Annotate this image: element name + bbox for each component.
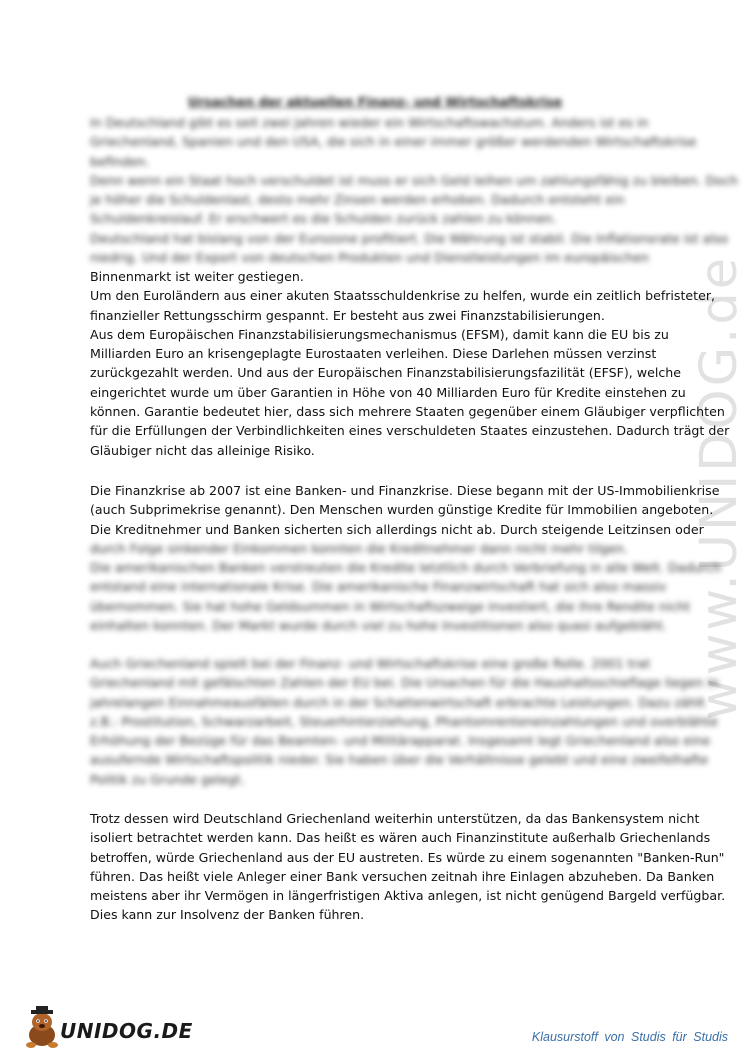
text-line: Deutschland hat bislang von der Eurozone profitiert. Die Währung ist stabil. Die Inflationsrate ist also (90, 230, 729, 246)
text-line: finanzieller Rettungsschirm gespannt. Er besteht aus zwei Finanzstabilisierungen. (90, 307, 605, 323)
text-line: Dies kann zur Insolvenz der Banken führen. (90, 907, 365, 923)
text-line: eingerichtet wurde um über Garantien in Höhe von 40 Milliarden Euro für Kredite einstehen zu (90, 384, 686, 400)
text-line: Trotz dessen wird Deutschland Griechenland weiterhin unterstützen, da das Bankensystem nicht (90, 811, 700, 826)
text-line: durch Folge sinkender Einkommen konnten die Kreditnehmer dann nicht mehr tilgen. (90, 540, 628, 556)
text-line: meistens aber ihr Vermögen in längerfristigen Aktiva anlegen, ist nicht genügend Bargeld verfügbar. (90, 888, 726, 904)
text-line: Auch Griechenland spielt bei der Finanz- und Wirtschaftskrise eine große Rolle. 2001 trat (90, 656, 651, 671)
text-line: Milliarden Euro an krisengeplagte Eurostaaten verleihen. Diese Darlehen müssen verzinst (90, 346, 657, 362)
text-line: ausufernde Wirtschaftspolitik nieder. Sie haben über die Verhältnisse gelebt und eine zweifelhafte (90, 752, 709, 768)
text-line: Um den Euroländern aus einer akuten Staatsschuldenkrise zu helfen, wurde ein zeitlich befristeter, (90, 288, 716, 304)
text-line: Die Kreditnehmer und Banken sicherten sich allerdings nicht ab. Durch steigende Leitzinsen oder (90, 521, 704, 537)
text-line: Erhöhung der Bezüge für das Beamten- und Militärapparat. Insgesamt legt Griechenland also eine (90, 733, 711, 749)
dog-mascot-icon (22, 1005, 62, 1049)
text-line: z.B.: Prostitution, Schwarzarbeit, Steuerhinterziehung, Phantomrenteneinzahlungen und overblähte (90, 713, 718, 729)
text-line: Denn wenn ein Staat hoch verschuldet ist muss er sich Geld leihen um zahlungsfähig zu bleiben. Doch (90, 172, 738, 188)
paragraph-griechenland-blurred (90, 654, 719, 789)
document-title: Ursachen der aktuellen Finanz- und Wirtschaftskrise (187, 94, 563, 109)
text-line: Aus dem Europäischen Finanzstabilisierungsmechanismus (EFSM), damit kann die EU bis zu (90, 326, 669, 342)
text-line: je höher die Schuldenlast, desto mehr Zinsen werden erhoben. Dadurch entsteht ein (90, 192, 625, 208)
text-line: Politik zu Grunde gelegt. (90, 771, 245, 787)
paragraph-bankensystem (90, 809, 726, 925)
text-line: übernommen. Sie hat hohe Geldsummen in Wirtschaftszweige investiert, die ihre Rendite nicht (90, 598, 691, 614)
paragraph-rettungsschirm (90, 267, 730, 460)
text-line: Griechenland, Spanien und den USA, die sich in einer immer größer werdenden Wirtschaftskrise (90, 134, 697, 150)
text-line: einhalten konnten. Der Markt wurde durch viel zu hohe Investitionen also quasi aufgebläht. (90, 618, 667, 634)
text-line: für die Erfüllungen der Verbindlichkeiten eines verschuldeten Staates einzustehen. Dadurch trägt der (90, 423, 730, 439)
text-line: Die Finanzkrise ab 2007 ist eine Banken- und Finanzkrise. Diese begann mit der US-Immobilienkrise (90, 483, 720, 498)
logo-text: UNIDOG.DE (60, 1019, 193, 1043)
text-line: niedrig. Und der Export von deutschen Produkten und Dienstleistungen im europäischen (90, 250, 650, 266)
text-line: isoliert betrachtet werden kann. Das heißt es wären auch Finanzinstitute außerhalb Griechenlands (90, 830, 711, 846)
text-line: Gläubiger nicht das alleinige Risiko. (90, 442, 315, 458)
text-line: jahrelangen Einnahmeausfällen durch in der Schattenwirtschaft erbrachte Leistungen. Dazu zählt (90, 694, 706, 710)
text-line: betroffen, würde Griechenland aus der EU austreten. Es würde zu einem sogenannten "Banken-Run" (90, 849, 725, 865)
text-line: können. Garantie bedeutet hier, dass sich mehrere Staaten gegenüber einem Gläubiger verpflichten (90, 404, 725, 420)
paragraph-finanzkrise (90, 481, 722, 635)
text-line: (auch Subprimekrise genannt). Den Menschen wurden günstige Kredite für Immobilien angeboten. (90, 502, 714, 518)
text-line: Binnenmarkt ist weiter gestiegen. (90, 269, 304, 284)
text-line: Schuldenkreislauf. Er erschwert es die Schulden zurück zahlen zu können. (90, 211, 557, 227)
text-line: entstand eine internationale Krise. Die amerikanische Finanzwirtschaft hat sich also massiv (90, 579, 667, 595)
watermark-text: www.UNIDOG.de (690, 254, 749, 720)
intro-paragraph-blurred (90, 113, 738, 267)
text-line: In Deutschland gibt es seit zwei Jahren wieder ein Wirtschaftswachstum. Anders ist es in (90, 115, 649, 130)
text-line: Griechenland mit gefälschten Zahlen der EU bei. Die Ursachen für die Haushaltsschieflage liegen in (90, 675, 719, 691)
text-line: zurückgezahlt werden. Und aus der Europäischen Finanzstabilisierungsfazilität (EFSF), welche (90, 365, 681, 381)
footer-tagline: Klausurstoff von Studis für Studis (531, 1030, 728, 1044)
text-line: befinden. (90, 153, 150, 169)
text-line: führen. Das heißt viele Anleger einer Bank versuchen zeitnah ihre Einlagen abzuheben. Da Banken (90, 868, 715, 884)
unidog-logo (22, 1005, 193, 1049)
text-line: Die amerikanischen Banken verstreuten die Kredite letztlich durch Verbriefung in alle Welt. Dadurch (90, 560, 722, 576)
